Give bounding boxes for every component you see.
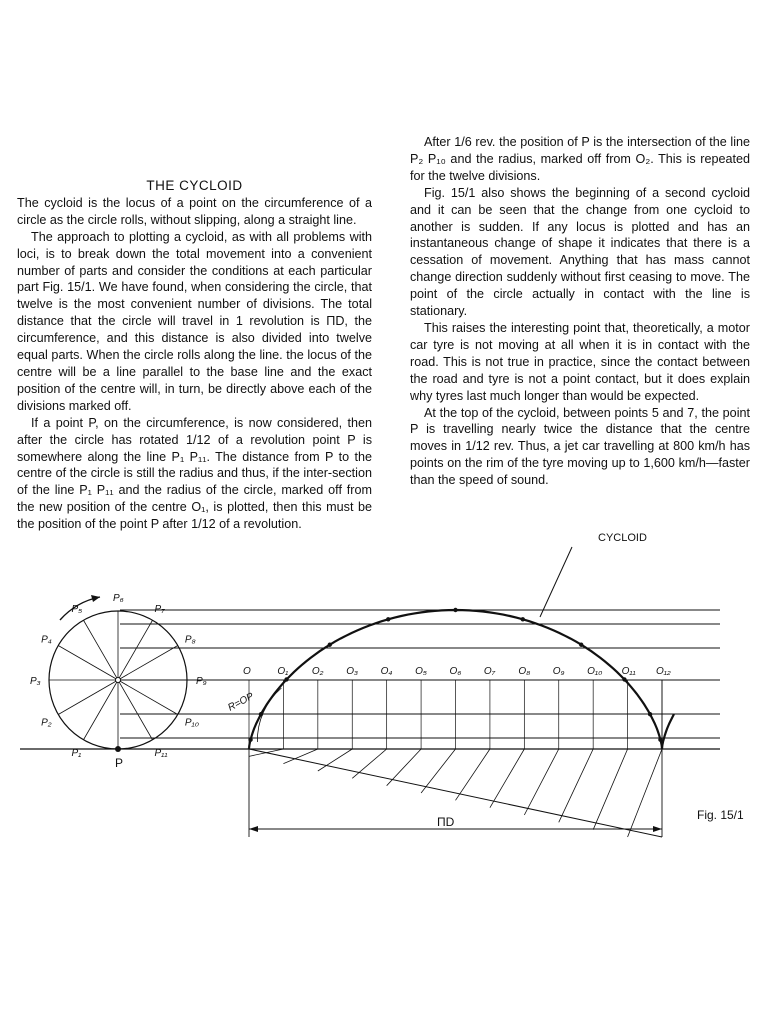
cycloid-point bbox=[284, 677, 288, 681]
centre-label: O₁ bbox=[277, 666, 289, 677]
paragraph-4: After 1/6 rev. the position of P is the intersection of the line P₂ P₁₀ and the radius, marked off from O₂. This is repeated for the twelve divisions. bbox=[410, 135, 750, 183]
hatch-line bbox=[283, 749, 317, 764]
hatch-line bbox=[456, 749, 490, 800]
point-p-label: P bbox=[115, 756, 124, 770]
cycloid-point bbox=[622, 677, 626, 681]
circle-centre bbox=[116, 678, 121, 683]
paragraph-6: This raises the interesting point that, theoretically, a motor car tyre is not moving at all when it is in contact with the road. This is not true in practice, since the contact between the road and tyre is not a point contact, but it does explain why tyres last much longer than would be expected. bbox=[410, 320, 750, 403]
left-column bbox=[17, 178, 372, 533]
circle-point-label: P₉ bbox=[196, 676, 207, 687]
circle-point-label: P₁₀ bbox=[184, 717, 199, 729]
cycloid-point bbox=[453, 608, 457, 612]
circle-point-label: P₄ bbox=[41, 634, 52, 646]
circle-point-label: P₈ bbox=[184, 634, 196, 646]
circle-point-label: P₅ bbox=[71, 604, 83, 616]
cycloid-leader bbox=[540, 547, 572, 617]
hatch-line bbox=[628, 749, 662, 837]
hatch-line bbox=[387, 749, 421, 786]
centre-label: O₉ bbox=[552, 666, 565, 677]
point-p-dot bbox=[115, 746, 121, 752]
section-heading: THE CYCLOID bbox=[146, 178, 243, 193]
paragraph-7: At the top of the cycloid, between points 5 and 7, the point P is travelling nearly twice the distance that the centre moves in 1/12 rev. Thus, a jet car travelling at 800 km/h has points on the rim of the tyre moving up to 1,600 km/h—faster than the speed of sound. bbox=[410, 405, 750, 488]
hatch-line bbox=[559, 749, 593, 822]
circle-point-label: P₃ bbox=[30, 676, 41, 687]
circumference-label: ΠD bbox=[437, 815, 455, 829]
circle-point-label: P₆ bbox=[113, 593, 124, 604]
figure-caption: Fig. 15/1 bbox=[697, 808, 744, 822]
centre-label: O₁₂ bbox=[656, 666, 671, 677]
paragraph-2: The approach to plotting a cycloid, as with all problems with loci, is to break down the total movement into a convenient number of parts and consider the conditions at each particular part Fig. 15/1. We have found, when considering the circle, that twelve is the most convenient number of divisions. The total distance that the circle will travel in 1 revolution is ΠD, the circumference, and this distance is also divided into twelve equal parts. When the circle rolls along the line. the locus of the centre will be a line parallel to the base line and the exact position of the centre will, in turn, be directly above each of the divisions marked off. bbox=[17, 229, 372, 413]
hatch-line bbox=[593, 749, 627, 830]
right-column bbox=[410, 134, 750, 489]
centre-label: O₈ bbox=[518, 666, 531, 677]
hatch-line bbox=[490, 749, 524, 808]
hatch-diagonal bbox=[249, 749, 662, 837]
centre-label: O₃ bbox=[346, 666, 358, 677]
cycloid-point bbox=[386, 617, 390, 621]
cycloid-point bbox=[579, 643, 583, 647]
cycloid-point bbox=[328, 643, 332, 647]
cycloid-point bbox=[658, 737, 662, 741]
radius-label: R=OP bbox=[226, 691, 256, 714]
hatch-line bbox=[524, 749, 558, 815]
circle-point-label: P₇ bbox=[154, 604, 165, 616]
centre-label: O₂ bbox=[311, 666, 324, 677]
centre-label: O₁₁ bbox=[621, 666, 636, 677]
centre-label: O₅ bbox=[415, 666, 427, 677]
circle-point-label: P₂ bbox=[41, 717, 52, 729]
centre-label: O₄ bbox=[380, 666, 393, 677]
cycloid-label: CYCLOID bbox=[598, 532, 647, 544]
centre-label: O₁₀ bbox=[587, 666, 603, 677]
cycloid-point bbox=[248, 737, 252, 741]
centre-label: O₇ bbox=[483, 666, 496, 677]
second-cycloid-curve bbox=[662, 714, 674, 749]
paragraph-3: If a point P, on the circumference, is now considered, then after the circle has rotated 1/12 of a revolution point P is somewhere along the line P₁ P₁₁. The distance from P to the centre of the circle is still the radius and thus, if the inter-section of the line P₁ P₁₁ and the radius of the circle, marked off from the new position of the centre O₁, is plotted, then this must be the position of the point P after 1/12 of a revolution. bbox=[17, 415, 372, 532]
centre-label: O₆ bbox=[449, 666, 462, 677]
circle-point-label: P₁₁ bbox=[154, 747, 168, 759]
cycloid-point bbox=[648, 712, 652, 716]
paragraph-1: The cycloid is the locus of a point on the circumference of a circle as the circle rolls, without slipping, along a straight line. bbox=[17, 195, 372, 227]
centre-label: O bbox=[243, 666, 251, 677]
cycloid-point bbox=[521, 617, 525, 621]
circle-point-label: P₁ bbox=[71, 747, 82, 759]
paragraph-5: Fig. 15/1 also shows the beginning of a second cycloid and it can be seen that the change from one cycloid to another is sudden. If any locus is plotted and has an instantaneous change of shape it indicates that there is a cessation of movement. Anything that has mass cannot change direction suddenly without first ceasing to move. The point of the circle actually in contact with the line is stationary. bbox=[410, 185, 750, 319]
cycloid-figure bbox=[0, 525, 768, 875]
hatch-line bbox=[352, 749, 386, 778]
